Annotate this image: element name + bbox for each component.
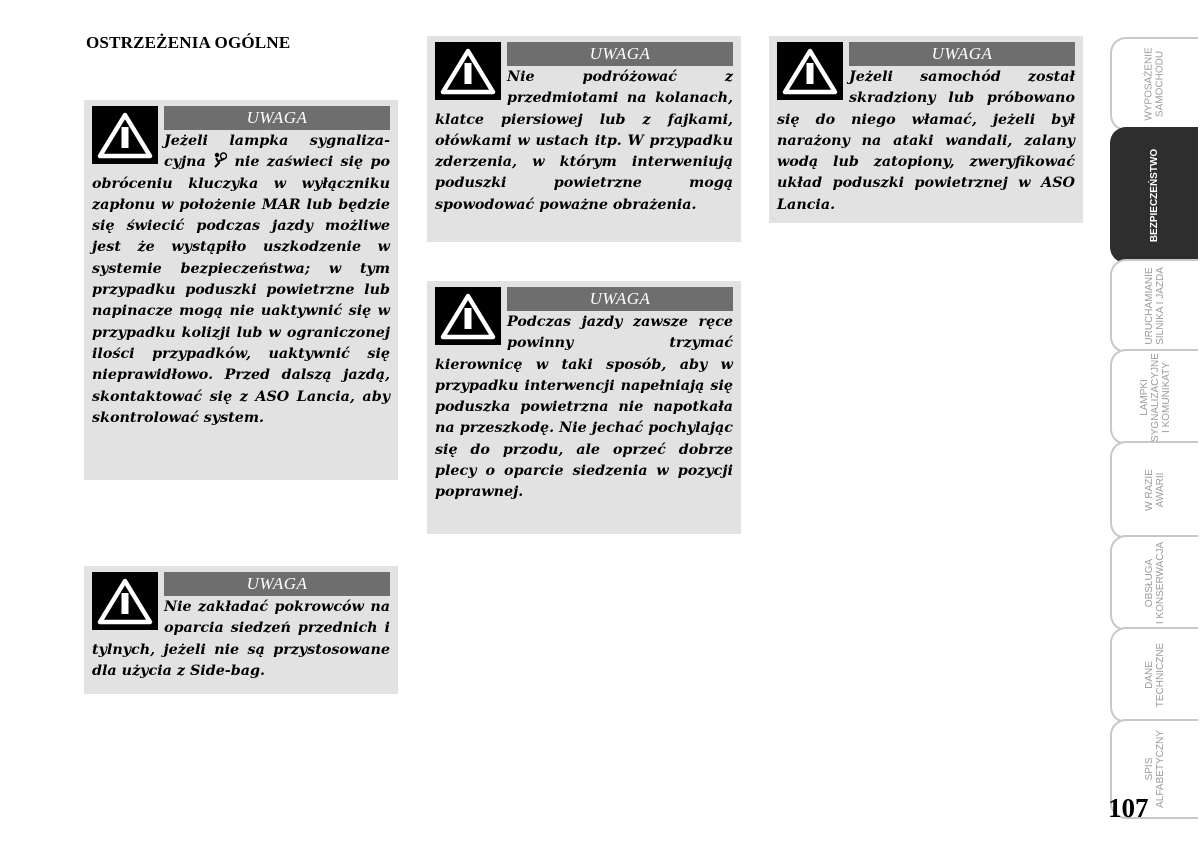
warning-box-stolen-vehicle [769, 36, 1083, 223]
warning-text: Nie zakładać pokrowców na oparcia siedzeń przednich i tylnych, jeżeli nie są przystosowane dla użycia z Side-bag. [92, 599, 390, 679]
warning-header: UWAGA [164, 572, 390, 596]
warning-box-driving-posture [427, 281, 741, 534]
warning-triangle-icon [435, 42, 501, 100]
warning-header: UWAGA [849, 42, 1075, 66]
tab-bezpieczenstwo[interactable]: BEZPIECZEŃSTWO [1110, 127, 1198, 263]
airbag-warning-icon [213, 152, 227, 168]
warning-triangle-icon [435, 287, 501, 345]
warning-text: Podczas jazdy zawsze ręce powinny trzymać kierownicę w taki sposób, aby w przypadku interwencji napełniają się poduszka powietrzna nie napotkała na przeszkodę. Nie jechać pochylając się do przodu, ale oprzeć dobrze plecy o oparcie siedzenia w pozycji poprawnej. [435, 314, 733, 501]
warning-triangle-icon [777, 42, 843, 100]
tab-wyposazenie[interactable]: WYPOSAŻENIE SAMOCHODU [1110, 37, 1198, 131]
warning-header: UWAGA [164, 106, 390, 130]
tab-obsluga[interactable]: OBSŁUGA I KONSERWACJA [1110, 535, 1198, 631]
warning-triangle-icon [92, 106, 158, 164]
warning-text: Jeżeli samochód został skradziony lub próbowano się do niego włamać, jeżeli był narażony na ataki wandali, zalany wodą lub zatopiony, zweryfikować układ poduszki powietrznej w ASO Lancia. [777, 69, 1075, 213]
warning-triangle-icon [92, 572, 158, 630]
warning-text: Nie podróżować z przedmiotami na kolanach, klatce piersiowej lub z fajkami, ołówkami w ustach itp. W przypadku zderzenia, w którym interweniują poduszki powietrzne mogą spowodować poważne obrażenia. [435, 69, 733, 213]
tab-dane-techniczne[interactable]: DANE TECHNICZNE [1110, 627, 1198, 723]
warning-box-objects-on-lap [427, 36, 741, 242]
warning-header: UWAGA [507, 287, 733, 311]
warning-text: Jeżeli lampka sygnalizacyjna nie zaświeci się po obróceniu kluczyka w wyłączniku zapłonu w położenie MAR lub będzie się świecić podczas jazdy możliwe jest że wystąpiło uszkodzenie w systemie bezpieczeństwa; w tym przypadku poduszki powietrzne lub napinacze mogą nie uaktywnić się w przypadku kolizji lub w ograniczonej ilości przypadków, uaktywnić się nieprawidłowo. Przed dalszą jazdą, skontaktować się z ASO Lancia, aby skontrolować system. [92, 133, 390, 426]
warning-header: UWAGA [507, 42, 733, 66]
tab-spis-alfabetyczny[interactable]: SPIS ALFABETYCZNY [1110, 719, 1198, 819]
warning-box-seat-covers [84, 566, 398, 694]
tab-uruchamianie[interactable]: URUCHAMIANIE SILNIKA I JAZDA [1110, 259, 1198, 353]
warning-box-airbag-lamp [84, 100, 398, 480]
section-title: OSTRZEŻENIA OGÓLNE [86, 33, 291, 52]
tab-lampki[interactable]: LAMPKI SYGNALIZACYJNE I KOMUNIKATY [1110, 349, 1198, 445]
tab-w-razie-awarii[interactable]: W RAZIE AWARII [1110, 441, 1198, 539]
page-number: 107 [1108, 793, 1149, 823]
